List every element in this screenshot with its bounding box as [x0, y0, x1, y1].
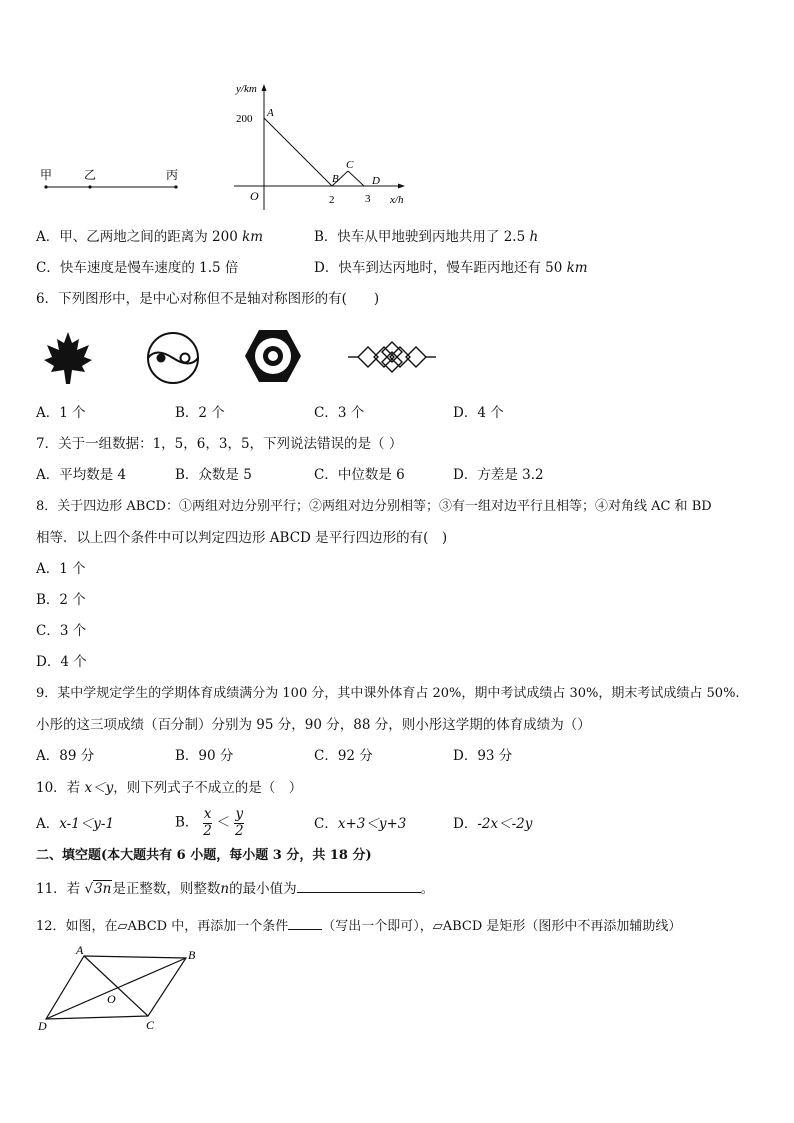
x-tick-label-2: 2	[329, 194, 335, 206]
x-axis-label: x/h	[390, 194, 404, 206]
point-d-label: D	[372, 175, 380, 187]
q7-option-d: D．方差是 3.2	[453, 467, 544, 483]
q8-option-c: C．3 个	[36, 623, 87, 639]
q6-stem: 6．下列图形中，是中心对称但不是轴对称图形的有( )	[36, 291, 380, 307]
q10-option-c: C．x+3＜y+3	[314, 816, 407, 832]
q8-option-b: B．2 个	[36, 592, 86, 608]
vertex-a-label: A	[76, 944, 84, 957]
route-diagram	[38, 165, 188, 197]
section-2-title: 二、填空题(本大题共有 6 小题，每小题 3 分，共 18 分)	[36, 848, 372, 863]
point-b-label: B	[332, 173, 339, 185]
q7-option-c: C．中位数是 6	[314, 467, 405, 483]
q7-stem: 7．关于一组数据：1，5，6，3，5，下列说法错误的是（ ）	[36, 436, 403, 452]
q6-option-d: D．4 个	[453, 405, 504, 421]
diamond-knot-figure	[344, 336, 440, 378]
q8-option-a: A．1 个	[36, 561, 86, 577]
q10-option-b: B． $\frac{x}{2}$ ＜ $\frac{y}{2}$	[175, 806, 244, 839]
point-label-jia: 甲	[40, 168, 53, 182]
q7-option-a: A．平均数是 4	[36, 467, 127, 483]
q6-option-c: C．3 个	[314, 405, 365, 421]
point-label-bing: 丙	[166, 168, 179, 182]
point-a-label: A	[267, 107, 274, 119]
q5-option-b: B．快车从甲地驶到丙地共用了 2.5 h	[314, 229, 539, 245]
q12-stem: 12．如图，在▱ABCD 中，再添加一个条件 （写出一个即可），▱ABCD 是矩形（图形中不再添加辅助线）	[36, 919, 682, 934]
vertex-b-label: B	[188, 948, 196, 962]
q5-option-a: A．甲、乙两地之间的距离为 200 km	[36, 229, 264, 245]
q9-option-c: C．92 分	[314, 748, 373, 764]
hex-nut-figure	[243, 328, 303, 384]
q10-option-d: D．-2x＜-2y	[453, 816, 533, 832]
q9-option-d: D．93 分	[453, 748, 513, 764]
q5-option-c: C．快车速度是慢车速度的 1.5 倍	[36, 260, 239, 276]
q10-option-a: A．x-1＜y-1	[36, 816, 115, 832]
q9-stem-line1: 9．某中学规定学生的学期体育成绩满分为 100 分，其中课外体育占 20%，期中考试成绩占 30%，期末考试成绩占 50%.	[36, 686, 740, 701]
origin-label: O	[250, 189, 259, 203]
q7-option-b: B．众数是 5	[175, 467, 252, 483]
vertex-d-label: D	[38, 1019, 47, 1033]
distance-time-graph	[230, 78, 420, 213]
q8-stem-line2: 相等．以上四个条件中可以判定四边形 ABCD 是平行四边形的有( )	[36, 530, 448, 546]
q8-stem-line1: 8．关于四边形 ABCD：①两组对边分别平行；②两组对边分别相等；③有一组对边平行且相等；④对角线 AC 和 BD	[36, 499, 712, 514]
q10-stem: 10．若 x＜y，则下列式子不成立的是（ ）	[36, 780, 303, 796]
x-tick-label-3: 3	[365, 193, 371, 205]
parallelogram-figure	[34, 944, 214, 1034]
q11-answer-blank[interactable]	[297, 880, 421, 893]
q11-stem: 11．若 √3n是正整数，则整数n的最小值为 。	[36, 881, 435, 897]
vertex-c-label: C	[146, 1018, 155, 1032]
q6-option-a: A．1 个	[36, 405, 86, 421]
yin-yang-figure	[144, 331, 202, 385]
point-label-yi: 乙	[84, 168, 97, 182]
q9-stem-line2: 小彤的这三项成绩（百分制）分别为 95 分，90 分，88 分，则小彤这学期的体育成绩为（）	[36, 717, 591, 733]
q9-option-b: B．90 分	[175, 748, 234, 764]
q6-option-b: B．2 个	[175, 405, 225, 421]
q9-option-a: A．89 分	[36, 748, 95, 764]
sqrt-sign: √	[84, 881, 94, 897]
maple-leaf-figure	[42, 330, 94, 386]
y-tick-label: 200	[236, 113, 253, 125]
y-axis-label: y/km	[236, 83, 257, 95]
center-o-label: O	[107, 992, 116, 1006]
q8-option-d: D．4 个	[36, 654, 87, 670]
q12-answer-blank[interactable]	[288, 917, 322, 930]
q5-option-d: D．快车到达丙地时，慢车距丙地还有 50 km	[314, 260, 588, 276]
point-c-label: C	[346, 159, 354, 171]
